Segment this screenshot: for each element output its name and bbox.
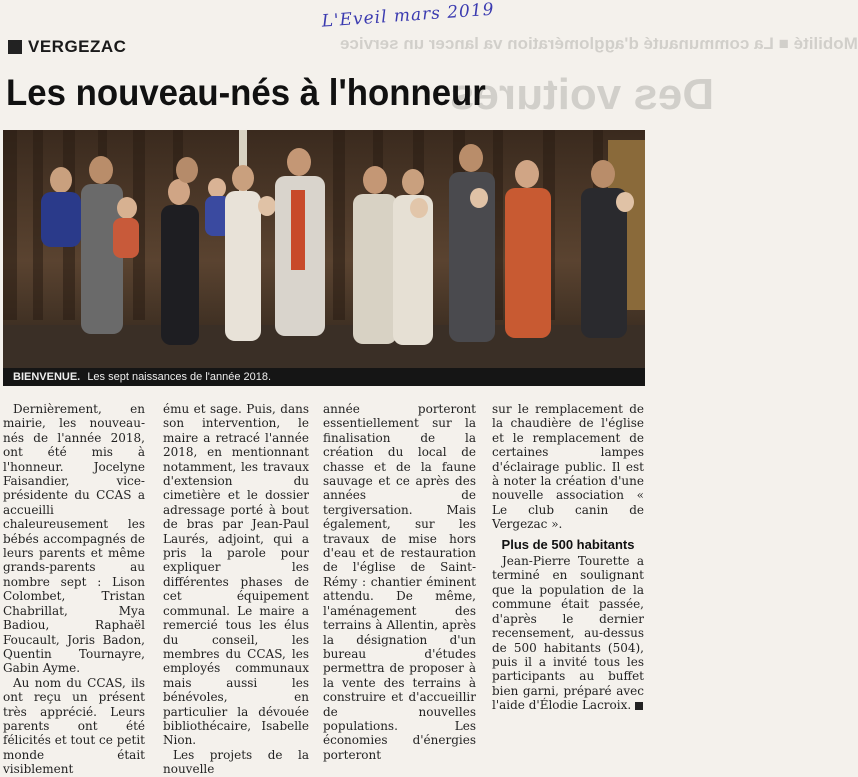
article-paragraph: année porteront essentiellement sur la finalisation de la création du local de chasse et de la faune sauvage et ce après des années de tergiversation. Mais également, sur les travaux de mise hors d'eau et de restauration de l'église de Saint-Rémy : chantier éminent attendu. De même, l'aménagement des terrains à Allentin, après la désignation d'un bureau d'études permettra de proposer à la vente des terrains à construire et d'accueillir de nouvelles populations. Les économies d'énergies porteront xyxy=(323,402,476,762)
caption-lead: BIENVENUE. xyxy=(13,371,81,383)
group-photo xyxy=(3,130,645,368)
article-column-2 xyxy=(163,402,309,777)
article-column-4 xyxy=(492,402,644,713)
article-closing-text: Jean-Pierre Tourette a terminé en soulignant que la population de la commune était passée, d'après le dernier recensement, au-dessus de 500 habitants (504), puis il a invité tous les participants au buffet bien garni, préparé avec l'aide d'Élodie Lacroix. xyxy=(492,554,644,713)
group-photo-illustration xyxy=(3,130,645,368)
section-marker-icon xyxy=(8,40,22,54)
headline: Les nouveau-nés à l'honneur xyxy=(6,72,486,113)
article-column-3 xyxy=(323,402,476,762)
handwritten-note: L'Eveil mars 2019 xyxy=(321,0,496,32)
bleed-through-text-1: Mobilité ■ La communauté d'agglomération va lancer un service xyxy=(340,34,858,53)
section-label: VERGEZAC xyxy=(28,37,127,56)
end-mark-icon xyxy=(635,702,643,710)
article-paragraph xyxy=(492,554,644,712)
article-paragraph: sur le remplacement de la chaudière de l'église et le remplacement de certaines lampes d'éclairage public. Il est à noter la création d'une nouvelle association « Le club canin de Vergezac ». xyxy=(492,402,644,532)
article-paragraph: Les projets de la nouvelle xyxy=(163,747,309,777)
article-paragraph: Au nom du CCAS, ils ont reçu un présent très apprécié. Leurs parents ont été félicités et tout ce petit monde était visiblement xyxy=(3,675,145,777)
section-header xyxy=(8,36,126,58)
article-paragraph: Dernièrement, en mairie, les nouveau-nés de l'année 2018, ont été mis à l'honneur. Jocelyne Faisandier, vice-présidente du CCAS a accueilli chaleureusement les bébés accompagnés de leurs parents et même grands-parents au nombre sept : Lison Colombet, Tristan Chabrillat, Mya Badiou, Raphaël Foucault, Joris Badon, Quentin Tournayre, Gabin Ayme. xyxy=(3,402,145,676)
caption-text: Les sept naissances de l'année 2018. xyxy=(87,371,272,383)
article-subheading: Plus de 500 habitants xyxy=(501,536,635,552)
article-paragraph: ému et sage. Puis, dans son intervention, le maire a retracé l'année 2018, en mentionnant notamment, les travaux d'extension du cimetière et le dossier adressage porté à bout de bras par Jean-Paul Laurés, adjoint, qui a pris la parole pour expliquer les différentes phases de cet équipement communal. Le maire a remercié tous les élus du conseil, les membres du CCAS, les employés communaux mais aussi les bénévoles, en particulier la dévouée bibliothécaire, Isabelle Nion. xyxy=(163,402,309,748)
photo-caption xyxy=(3,368,645,386)
article-column-1 xyxy=(3,402,145,777)
bleed-through-text-2: Des voitures xyxy=(450,70,715,119)
